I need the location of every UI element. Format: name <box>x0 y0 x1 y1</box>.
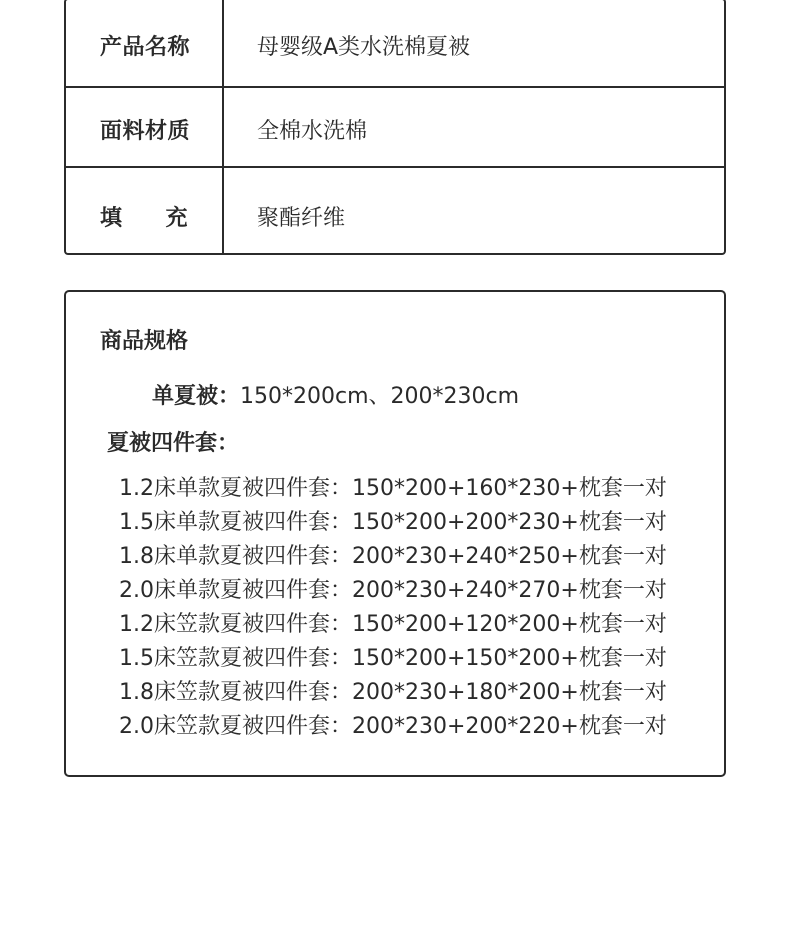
list-item: 1.8床单款夏被四件套：200*230+240*250+枕套一对 <box>119 544 667 569</box>
spec-box <box>64 290 726 777</box>
info-label: 面料材质 <box>100 119 191 144</box>
single-quilt-label: 单夏被： <box>152 384 241 409</box>
list-item: 2.0床单款夏被四件套：200*230+240*270+枕套一对 <box>119 578 667 603</box>
list-item: 1.2床笠款夏被四件套：150*200+120*200+枕套一对 <box>119 612 667 637</box>
info-value: 母婴级A类水洗棉夏被 <box>257 35 471 60</box>
list-item: 1.2床单款夏被四件套：150*200+160*230+枕套一对 <box>119 476 667 501</box>
product-info-table <box>64 0 726 255</box>
info-label-part: 填 <box>100 206 123 231</box>
set-title: 夏被四件套： <box>107 431 240 456</box>
info-value: 聚酯纤维 <box>257 206 346 231</box>
info-label <box>100 201 188 232</box>
info-row-product-name <box>66 0 724 86</box>
info-row-material <box>66 86 724 168</box>
info-row-filling <box>66 166 724 255</box>
info-label: 产品名称 <box>100 35 191 60</box>
set-list <box>119 472 667 744</box>
info-label-part: 充 <box>165 206 188 231</box>
info-value: 全棉水洗棉 <box>257 119 368 144</box>
list-item: 1.8床笠款夏被四件套：200*230+180*200+枕套一对 <box>119 680 667 705</box>
list-item: 2.0床笠款夏被四件套：200*230+200*220+枕套一对 <box>119 714 667 739</box>
column-divider <box>222 168 224 255</box>
single-quilt-line <box>152 379 519 410</box>
column-divider <box>222 88 224 168</box>
spec-title: 商品规格 <box>100 329 189 354</box>
list-item: 1.5床笠款夏被四件套：150*200+150*200+枕套一对 <box>119 646 667 671</box>
column-divider <box>222 0 224 86</box>
single-quilt-value: 150*200cm、200*230cm <box>240 384 520 409</box>
list-item: 1.5床单款夏被四件套：150*200+200*230+枕套一对 <box>119 510 667 535</box>
